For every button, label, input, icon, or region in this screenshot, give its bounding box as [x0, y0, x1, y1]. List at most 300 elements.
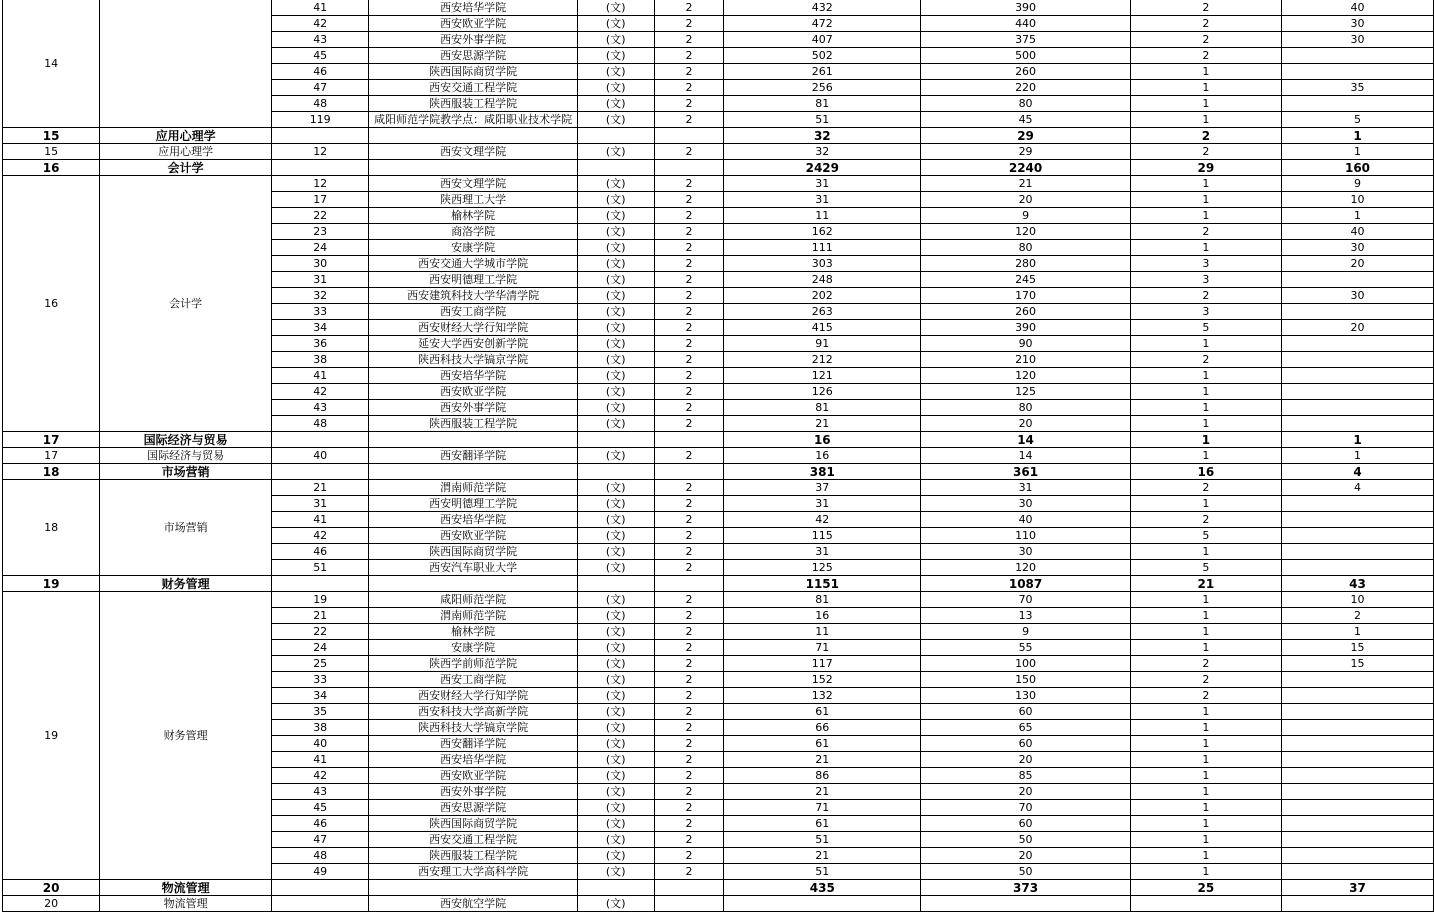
- subject-type: (文): [577, 864, 654, 880]
- class-count: 2: [1130, 0, 1281, 16]
- extra-count: [1282, 896, 1434, 912]
- extra-count: 35: [1282, 80, 1434, 96]
- admit-count: 245: [921, 272, 1130, 288]
- school-code: 22: [271, 624, 369, 640]
- extra-count: 15: [1282, 656, 1434, 672]
- school-code: 46: [271, 544, 369, 560]
- years: 2: [654, 64, 724, 80]
- years: 2: [654, 368, 724, 384]
- subject-type: (文): [577, 48, 654, 64]
- school-name: 西安理工大学高科学院: [369, 864, 577, 880]
- class-count: 1: [1130, 192, 1281, 208]
- extra-count: [1282, 496, 1434, 512]
- class-count: 2: [1130, 288, 1281, 304]
- school-name: 咸阳师范学院: [369, 592, 577, 608]
- subject-type: (文): [577, 320, 654, 336]
- major-name: 财务管理: [100, 576, 272, 592]
- subject-type: (文): [577, 592, 654, 608]
- school-code: 51: [271, 560, 369, 576]
- school-name: 西安欧亚学院: [369, 528, 577, 544]
- years: 2: [654, 352, 724, 368]
- school-code: 43: [271, 784, 369, 800]
- empty-cell: [577, 128, 654, 144]
- school-name: 渭南师范学院: [369, 608, 577, 624]
- years: 2: [654, 560, 724, 576]
- plan-count: 303: [724, 256, 921, 272]
- years: 2: [654, 336, 724, 352]
- plan-count: 261: [724, 64, 921, 80]
- class-count: 2: [1130, 48, 1281, 64]
- years: 2: [654, 608, 724, 624]
- plan-count: 11: [724, 208, 921, 224]
- total-admit: 361: [921, 464, 1130, 480]
- school-name: 陕西国际商贸学院: [369, 544, 577, 560]
- plan-count: 21: [724, 848, 921, 864]
- total-extra: 1: [1282, 432, 1434, 448]
- total-plan: 16: [724, 432, 921, 448]
- years: 2: [654, 208, 724, 224]
- years: 2: [654, 656, 724, 672]
- class-count: 1: [1130, 768, 1281, 784]
- class-count: 5: [1130, 560, 1281, 576]
- admit-count: 260: [921, 64, 1130, 80]
- admit-count: 210: [921, 352, 1130, 368]
- empty-cell: [369, 464, 577, 480]
- group-id: 18: [3, 480, 100, 576]
- empty-cell: [654, 576, 724, 592]
- class-count: 5: [1130, 320, 1281, 336]
- total-extra: 37: [1282, 880, 1434, 896]
- school-name: 西安航空学院: [369, 896, 577, 912]
- group-id: 15: [3, 144, 100, 160]
- school-name: 商洛学院: [369, 224, 577, 240]
- empty-cell: [654, 464, 724, 480]
- years: 2: [654, 144, 724, 160]
- school-code: 33: [271, 304, 369, 320]
- subject-type: (文): [577, 800, 654, 816]
- subject-type: (文): [577, 288, 654, 304]
- admit-count: [921, 896, 1130, 912]
- school-code: 45: [271, 48, 369, 64]
- subject-type: (文): [577, 736, 654, 752]
- class-count: 1: [1130, 448, 1281, 464]
- class-count: 1: [1130, 368, 1281, 384]
- school-name: 西安科技大学高新学院: [369, 704, 577, 720]
- admit-count: 13: [921, 608, 1130, 624]
- class-count: 2: [1130, 512, 1281, 528]
- total-plan: 2429: [724, 160, 921, 176]
- class-count: 1: [1130, 848, 1281, 864]
- school-code: 19: [271, 592, 369, 608]
- subject-type: (文): [577, 192, 654, 208]
- years: 2: [654, 848, 724, 864]
- school-name: 咸阳师范学院教学点：咸阳职业技术学院: [369, 112, 577, 128]
- years: 2: [654, 416, 724, 432]
- admit-count: 120: [921, 560, 1130, 576]
- school-name: 西安思源学院: [369, 800, 577, 816]
- subject-type: (文): [577, 416, 654, 432]
- plan-count: 263: [724, 304, 921, 320]
- admit-count: 9: [921, 624, 1130, 640]
- school-name: 陕西理工大学: [369, 192, 577, 208]
- admit-count: 20: [921, 784, 1130, 800]
- admit-count: 20: [921, 752, 1130, 768]
- years: 2: [654, 624, 724, 640]
- plan-count: 32: [724, 144, 921, 160]
- years: 2: [654, 32, 724, 48]
- plan-count: 81: [724, 400, 921, 416]
- subject-type: (文): [577, 384, 654, 400]
- total-classes: 25: [1130, 880, 1281, 896]
- plan-count: 111: [724, 240, 921, 256]
- empty-cell: [577, 160, 654, 176]
- extra-count: [1282, 720, 1434, 736]
- years: 2: [654, 592, 724, 608]
- group-major: 应用心理学: [100, 144, 272, 160]
- school-code: 42: [271, 16, 369, 32]
- class-count: 1: [1130, 416, 1281, 432]
- extra-count: [1282, 544, 1434, 560]
- extra-count: [1282, 736, 1434, 752]
- empty-cell: [271, 464, 369, 480]
- major-summary-row: [3, 576, 1434, 592]
- school-name: 陕西学前师范学院: [369, 656, 577, 672]
- subject-type: (文): [577, 16, 654, 32]
- years: 2: [654, 544, 724, 560]
- plan-count: 21: [724, 416, 921, 432]
- school-code: [271, 896, 369, 912]
- school-name: 陕西服装工程学院: [369, 848, 577, 864]
- plan-count: 51: [724, 864, 921, 880]
- subject-type: (文): [577, 528, 654, 544]
- admit-count: 500: [921, 48, 1130, 64]
- extra-count: [1282, 560, 1434, 576]
- subject-type: (文): [577, 560, 654, 576]
- extra-count: [1282, 672, 1434, 688]
- years: 2: [654, 720, 724, 736]
- years: 2: [654, 528, 724, 544]
- admit-count: 390: [921, 320, 1130, 336]
- subject-type: (文): [577, 816, 654, 832]
- years: 2: [654, 480, 724, 496]
- years: 2: [654, 176, 724, 192]
- plan-count: 42: [724, 512, 921, 528]
- subject-type: (文): [577, 752, 654, 768]
- school-name: 西安交通工程学院: [369, 80, 577, 96]
- table-row: [3, 0, 1434, 16]
- class-count: 1: [1130, 640, 1281, 656]
- plan-count: 472: [724, 16, 921, 32]
- subject-type: (文): [577, 608, 654, 624]
- school-name: 西安欧亚学院: [369, 768, 577, 784]
- admit-count: 29: [921, 144, 1130, 160]
- school-code: 12: [271, 144, 369, 160]
- plan-count: 125: [724, 560, 921, 576]
- class-count: 1: [1130, 544, 1281, 560]
- admit-count: 80: [921, 400, 1130, 416]
- major-name: 会计学: [100, 160, 272, 176]
- plan-count: 415: [724, 320, 921, 336]
- major-id: 20: [3, 880, 100, 896]
- admit-count: 80: [921, 240, 1130, 256]
- plan-count: 51: [724, 832, 921, 848]
- plan-count: 115: [724, 528, 921, 544]
- subject-type: (文): [577, 336, 654, 352]
- school-name: 西安翻译学院: [369, 448, 577, 464]
- empty-cell: [369, 576, 577, 592]
- subject-type: (文): [577, 80, 654, 96]
- class-count: 2: [1130, 672, 1281, 688]
- empty-cell: [654, 880, 724, 896]
- class-count: 1: [1130, 400, 1281, 416]
- years: 2: [654, 288, 724, 304]
- admit-count: 30: [921, 496, 1130, 512]
- plan-count: 117: [724, 656, 921, 672]
- group-major: 国际经济与贸易: [100, 448, 272, 464]
- school-code: 34: [271, 320, 369, 336]
- extra-count: 30: [1282, 16, 1434, 32]
- school-code: 48: [271, 96, 369, 112]
- extra-count: [1282, 816, 1434, 832]
- school-code: 25: [271, 656, 369, 672]
- subject-type: (文): [577, 64, 654, 80]
- admit-count: 90: [921, 336, 1130, 352]
- school-name: 西安欧亚学院: [369, 16, 577, 32]
- plan-count: 61: [724, 736, 921, 752]
- class-count: 1: [1130, 96, 1281, 112]
- admit-count: 130: [921, 688, 1130, 704]
- years: 2: [654, 752, 724, 768]
- total-classes: 21: [1130, 576, 1281, 592]
- years: 2: [654, 704, 724, 720]
- group-id: 17: [3, 448, 100, 464]
- group-id: 16: [3, 176, 100, 432]
- years: 2: [654, 496, 724, 512]
- school-code: 32: [271, 288, 369, 304]
- school-name: 西安财经大学行知学院: [369, 320, 577, 336]
- years: 2: [654, 640, 724, 656]
- total-extra: 43: [1282, 576, 1434, 592]
- admit-count: 85: [921, 768, 1130, 784]
- total-extra: 1: [1282, 128, 1434, 144]
- school-code: 46: [271, 816, 369, 832]
- total-plan: 32: [724, 128, 921, 144]
- extra-count: [1282, 800, 1434, 816]
- extra-count: 20: [1282, 320, 1434, 336]
- class-count: 1: [1130, 176, 1281, 192]
- plan-count: 407: [724, 32, 921, 48]
- school-code: 41: [271, 368, 369, 384]
- admit-count: 21: [921, 176, 1130, 192]
- admit-count: 150: [921, 672, 1130, 688]
- plan-count: 81: [724, 96, 921, 112]
- admit-count: 45: [921, 112, 1130, 128]
- years: 2: [654, 736, 724, 752]
- class-count: 1: [1130, 64, 1281, 80]
- school-code: 24: [271, 240, 369, 256]
- plan-count: 432: [724, 0, 921, 16]
- admit-count: 20: [921, 848, 1130, 864]
- subject-type: (文): [577, 896, 654, 912]
- years: 2: [654, 112, 724, 128]
- admit-count: 50: [921, 832, 1130, 848]
- school-code: 23: [271, 224, 369, 240]
- plan-count: 202: [724, 288, 921, 304]
- school-code: 30: [271, 256, 369, 272]
- school-name: 榆林学院: [369, 624, 577, 640]
- class-count: 1: [1130, 240, 1281, 256]
- admit-count: 50: [921, 864, 1130, 880]
- class-count: 1: [1130, 832, 1281, 848]
- admit-count: 110: [921, 528, 1130, 544]
- plan-count: 21: [724, 752, 921, 768]
- admit-count: 120: [921, 224, 1130, 240]
- plan-count: 256: [724, 80, 921, 96]
- years: 2: [654, 0, 724, 16]
- class-count: 2: [1130, 656, 1281, 672]
- class-count: 1: [1130, 800, 1281, 816]
- school-code: 24: [271, 640, 369, 656]
- subject-type: (文): [577, 112, 654, 128]
- extra-count: [1282, 368, 1434, 384]
- class-count: 1: [1130, 208, 1281, 224]
- subject-type: (文): [577, 96, 654, 112]
- total-admit: 14: [921, 432, 1130, 448]
- extra-count: 1: [1282, 624, 1434, 640]
- admit-count: 20: [921, 192, 1130, 208]
- total-plan: 381: [724, 464, 921, 480]
- extra-count: [1282, 352, 1434, 368]
- extra-count: 40: [1282, 224, 1434, 240]
- major-summary-row: [3, 432, 1434, 448]
- group-id: 14: [3, 0, 100, 128]
- subject-type: (文): [577, 768, 654, 784]
- admit-count: 280: [921, 256, 1130, 272]
- school-code: 49: [271, 864, 369, 880]
- school-name: 西安建筑科技大学华清学院: [369, 288, 577, 304]
- extra-count: [1282, 400, 1434, 416]
- years: 2: [654, 768, 724, 784]
- class-count: 2: [1130, 688, 1281, 704]
- school-code: 47: [271, 832, 369, 848]
- class-count: 1: [1130, 592, 1281, 608]
- empty-cell: [271, 160, 369, 176]
- extra-count: 1: [1282, 208, 1434, 224]
- major-id: 19: [3, 576, 100, 592]
- total-extra: 4: [1282, 464, 1434, 480]
- plan-count: 31: [724, 544, 921, 560]
- admit-count: 9: [921, 208, 1130, 224]
- extra-count: [1282, 272, 1434, 288]
- empty-cell: [654, 432, 724, 448]
- admit-count: 65: [921, 720, 1130, 736]
- admit-count: 70: [921, 592, 1130, 608]
- subject-type: (文): [577, 144, 654, 160]
- group-id: 20: [3, 896, 100, 912]
- years: 2: [654, 304, 724, 320]
- admit-count: 60: [921, 736, 1130, 752]
- years: 2: [654, 16, 724, 32]
- subject-type: (文): [577, 240, 654, 256]
- group-id: 19: [3, 592, 100, 880]
- subject-type: (文): [577, 176, 654, 192]
- total-classes: 16: [1130, 464, 1281, 480]
- plan-count: 66: [724, 720, 921, 736]
- subject-type: (文): [577, 672, 654, 688]
- school-name: 西安明德理工学院: [369, 496, 577, 512]
- plan-count: 11: [724, 624, 921, 640]
- years: 2: [654, 816, 724, 832]
- years: 2: [654, 80, 724, 96]
- class-count: 1: [1130, 80, 1281, 96]
- group-major: [100, 0, 272, 128]
- extra-count: [1282, 768, 1434, 784]
- class-count: 1: [1130, 704, 1281, 720]
- admit-count: 70: [921, 800, 1130, 816]
- plan-count: 91: [724, 336, 921, 352]
- subject-type: (文): [577, 368, 654, 384]
- plan-count: 152: [724, 672, 921, 688]
- group-major: 会计学: [100, 176, 272, 432]
- empty-cell: [271, 576, 369, 592]
- years: 2: [654, 192, 724, 208]
- admit-count: 260: [921, 304, 1130, 320]
- plan-count: 71: [724, 800, 921, 816]
- plan-count: 61: [724, 816, 921, 832]
- class-count: 1: [1130, 816, 1281, 832]
- plan-count: 162: [724, 224, 921, 240]
- plan-count: 16: [724, 608, 921, 624]
- school-code: 31: [271, 496, 369, 512]
- subject-type: (文): [577, 352, 654, 368]
- group-major: 财务管理: [100, 592, 272, 880]
- school-name: 西安明德理工学院: [369, 272, 577, 288]
- school-name: 西安文理学院: [369, 144, 577, 160]
- subject-type: (文): [577, 688, 654, 704]
- total-classes: 2: [1130, 128, 1281, 144]
- school-code: 42: [271, 384, 369, 400]
- table-row: [3, 592, 1434, 608]
- school-code: 40: [271, 448, 369, 464]
- major-id: 18: [3, 464, 100, 480]
- class-count: 3: [1130, 256, 1281, 272]
- plan-count: 502: [724, 48, 921, 64]
- school-name: 西安培华学院: [369, 752, 577, 768]
- total-admit: 2240: [921, 160, 1130, 176]
- subject-type: (文): [577, 720, 654, 736]
- school-code: 38: [271, 720, 369, 736]
- table-row: [3, 480, 1434, 496]
- extra-count: [1282, 528, 1434, 544]
- subject-type: (文): [577, 208, 654, 224]
- years: 2: [654, 400, 724, 416]
- total-admit: 29: [921, 128, 1130, 144]
- plan-count: 31: [724, 496, 921, 512]
- admit-count: 375: [921, 32, 1130, 48]
- school-name: 西安外事学院: [369, 400, 577, 416]
- extra-count: [1282, 64, 1434, 80]
- years: 2: [654, 96, 724, 112]
- extra-count: 30: [1282, 240, 1434, 256]
- plan-count: 37: [724, 480, 921, 496]
- extra-count: [1282, 688, 1434, 704]
- school-code: 119: [271, 112, 369, 128]
- school-code: 22: [271, 208, 369, 224]
- plan-count: 126: [724, 384, 921, 400]
- table-row: [3, 144, 1434, 160]
- class-count: 1: [1130, 864, 1281, 880]
- plan-count: 81: [724, 592, 921, 608]
